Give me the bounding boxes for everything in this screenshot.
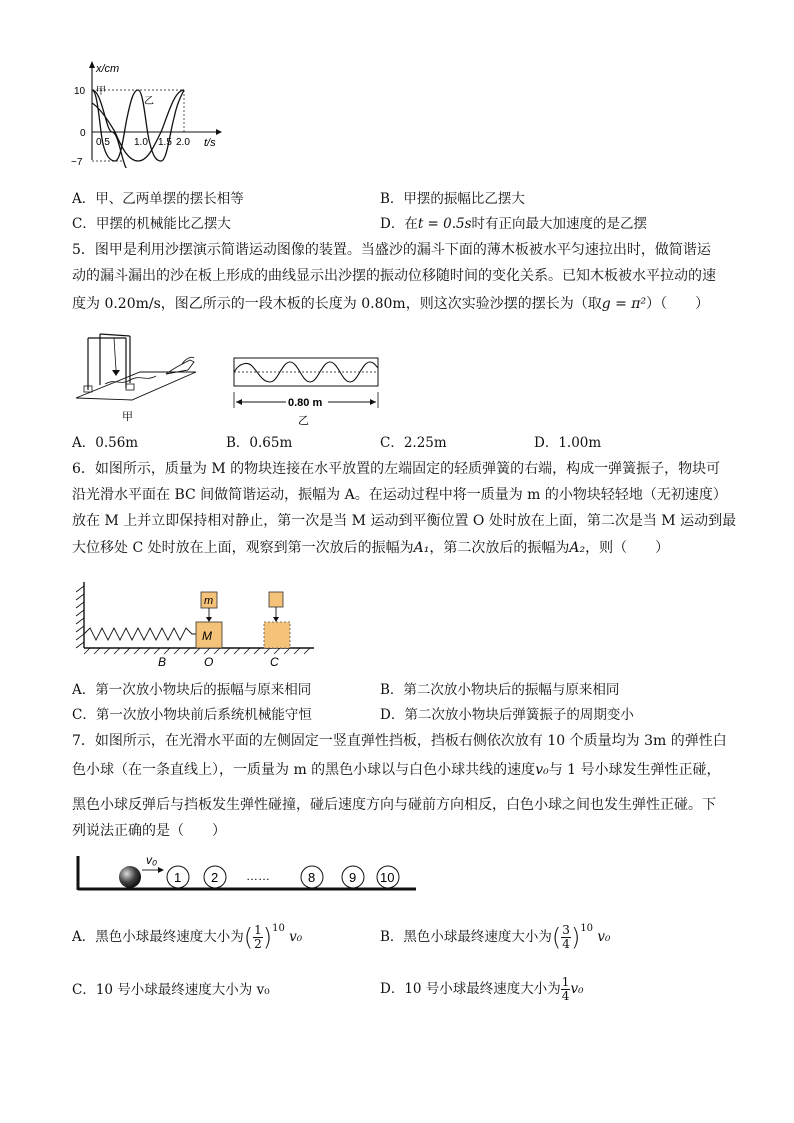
balls-figure bbox=[72, 852, 418, 896]
board-figure bbox=[230, 356, 382, 428]
q7-v0: v₀ bbox=[535, 762, 549, 778]
q6-line-2: 沿光滑水平面在 BC 间做简谐运动，振幅为 A。在运动过程中将一质量为 m 的小物块轻轻地（无初速度） bbox=[72, 487, 727, 503]
q5-option-d[interactable]: D．1.00m bbox=[534, 435, 602, 451]
black-ball bbox=[119, 866, 141, 888]
y-tick-10: 10 bbox=[74, 86, 86, 97]
q6-option-c[interactable]: C．第一次放小物块前后系统机械能守恒 bbox=[72, 707, 312, 723]
q7-option-c[interactable]: C．10 号小球最终速度大小为 v₀ bbox=[72, 982, 270, 998]
q7-option-b-pre: B．黑色小球最终速度大小为 bbox=[380, 929, 552, 945]
fig-label-yi: 乙 bbox=[298, 415, 309, 427]
q5-option-c[interactable]: C．2.25m bbox=[380, 435, 447, 451]
q7-option-d-v0: v₀ bbox=[570, 981, 584, 997]
q6-a1: A₁ bbox=[413, 540, 430, 556]
paren-right: ) bbox=[570, 923, 581, 952]
exponent-10: 10 bbox=[580, 923, 594, 934]
q5-line-3-pre: 度为 0.20m/s，图乙所示的一段木板的长度为 0.80m，则这次实验沙摆的摆长为（取 bbox=[72, 296, 602, 312]
q7-line-2-post: 与 1 号小球发生弹性正碰， bbox=[548, 762, 721, 778]
y-axis-label: x/cm bbox=[96, 63, 120, 75]
q6-line-3: 放在 M 上并立即保持相对静止，第一次是当 M 运动到平衡位置 O 处时放在上面，第二次是当 M 运动到最 bbox=[72, 513, 737, 529]
q6-line-1: 6．如图所示，质量为 M 的物块连接在水平放置的左端固定的轻质弹簧的右端，构成一弹簧振子，物块可 bbox=[72, 461, 721, 477]
board-length-label: 0.80 m bbox=[288, 397, 323, 409]
ball-dots: …… bbox=[246, 869, 270, 883]
point-O: O bbox=[204, 655, 214, 669]
q7-option-a[interactable] bbox=[72, 920, 302, 956]
q4-option-d-pre: D．在 bbox=[380, 216, 418, 232]
block-m-label: m bbox=[204, 595, 214, 607]
spring-oscillator-figure bbox=[70, 576, 320, 672]
q6-a2: A₂ bbox=[569, 540, 586, 556]
q5-line-1: 5．图甲是利用沙摆演示简谐运动图像的装置。当盛沙的漏斗下面的薄木板被水平匀速拉出时，做简谐运 bbox=[72, 242, 711, 258]
curve-jia bbox=[92, 90, 132, 168]
x-axis-label: t/s bbox=[204, 137, 216, 149]
q4-option-c[interactable]: C．甲摆的机械能比乙摆大 bbox=[72, 216, 231, 232]
q7-line-2-pre: 色小球（在一条直线上），一质量为 m 的黑色小球以与白色小球共线的速度 bbox=[72, 762, 536, 778]
point-C: C bbox=[270, 655, 279, 669]
q4-option-b[interactable]: B．甲摆的振幅比乙摆大 bbox=[380, 191, 525, 207]
q6-line-4 bbox=[72, 538, 669, 558]
q4-option-a[interactable]: A．甲、乙两单摆的摆长相等 bbox=[72, 191, 244, 207]
x-tick-05: 0.5 bbox=[96, 137, 110, 148]
q5-line-3-math: g = π² bbox=[601, 296, 647, 312]
q5-option-a[interactable]: A．0.56m bbox=[72, 435, 139, 451]
ball-9: 9 bbox=[349, 870, 357, 885]
x-tick-20: 2.0 bbox=[176, 137, 190, 148]
block-M-label: M bbox=[202, 629, 212, 643]
paren-left: ( bbox=[243, 923, 254, 952]
q7-line-3: 黑色小球反弹后与挡板发生弹性碰撞，碰后速度方向与碰前方向相反，白色小球之间也发生弹性正碰。下 bbox=[72, 797, 716, 813]
q6-option-d[interactable]: D．第二次放小物块后弹簧振子的周期变小 bbox=[380, 707, 634, 723]
ball-2: 2 bbox=[211, 870, 219, 885]
q7-line-1: 7．如图所示，在光滑水平面的左侧固定一竖直弹性挡板，挡板右侧依次放有 10 个质量均为 3m 的弹性白 bbox=[72, 733, 727, 749]
q5-line-2: 动的漏斗漏出的沙在板上形成的曲线显示出沙摆的振动位移随时间的变化关系。已知木板被水平拉动的速 bbox=[72, 268, 716, 284]
q7-line-2 bbox=[72, 760, 721, 780]
xt-graph bbox=[66, 58, 226, 168]
q6-line-4-post: ，则（ ） bbox=[585, 540, 670, 556]
exponent-10: 10 bbox=[272, 923, 285, 934]
q5-option-b[interactable]: B．0.65m bbox=[226, 435, 293, 451]
y-tick-0: 0 bbox=[80, 128, 86, 139]
q5-line-3 bbox=[72, 294, 709, 314]
q7-option-b-v0: v₀ bbox=[597, 929, 611, 945]
x-tick-10: 1.0 bbox=[134, 137, 148, 148]
point-B: B bbox=[158, 655, 167, 669]
q7-line-4: 列说法正确的是（ ） bbox=[72, 823, 226, 839]
q7-option-a-v0: v₀ bbox=[289, 929, 303, 945]
ball-8: 8 bbox=[308, 870, 316, 885]
ball-10: 10 bbox=[380, 870, 395, 885]
q4-option-d[interactable] bbox=[380, 214, 647, 234]
q6-option-a[interactable]: A．第一次放小物块后的振幅与原来相同 bbox=[72, 682, 312, 698]
curve-yi-line bbox=[92, 90, 184, 161]
fig-label-jia: 甲 bbox=[122, 411, 133, 423]
q7-option-b[interactable] bbox=[380, 920, 610, 956]
q4-option-d-post: 时有正向最大加速度的是乙摆 bbox=[471, 216, 648, 232]
q7-option-d[interactable] bbox=[380, 972, 583, 1006]
curve-jia-line bbox=[92, 90, 184, 161]
fraction-1-4: $\frac{1}{4}$ bbox=[561, 975, 570, 1003]
label-jia: 甲 bbox=[96, 86, 106, 97]
q6-line-4-mid: ，第二次放后的振幅为 bbox=[429, 540, 570, 556]
block-m-at-c bbox=[269, 592, 283, 607]
paren-right: ) bbox=[262, 923, 273, 952]
paren-left: ( bbox=[551, 923, 562, 952]
y-tick-neg7: −7 bbox=[71, 157, 83, 168]
label-yi: 乙 bbox=[144, 96, 154, 107]
q6-line-4-pre: 大位移处 C 处时放在上面，观察到第一次放后的振幅为 bbox=[72, 540, 414, 556]
fraction-1-2: $\frac{1}{2}$ bbox=[254, 923, 262, 951]
q6-option-b[interactable]: B．第二次放小物块后的振幅与原来相同 bbox=[380, 682, 620, 698]
q7-option-d-pre: D．10 号小球最终速度大小为 bbox=[380, 981, 561, 997]
fig-v0-label: v₀ bbox=[146, 853, 158, 867]
x-tick-15: 1.5 bbox=[158, 137, 172, 148]
spring bbox=[84, 628, 196, 640]
q4-option-d-math: t = 0.5s bbox=[417, 216, 472, 232]
fraction-3-4: $\frac{3}{4}$ bbox=[562, 923, 570, 951]
sand-pendulum-figure bbox=[70, 328, 200, 428]
block-at-c bbox=[264, 622, 290, 648]
q5-line-3-post: ）（ ） bbox=[646, 296, 710, 312]
ball-1: 1 bbox=[174, 870, 182, 885]
q7-option-a-pre: A．黑色小球最终速度大小为 bbox=[72, 929, 244, 945]
